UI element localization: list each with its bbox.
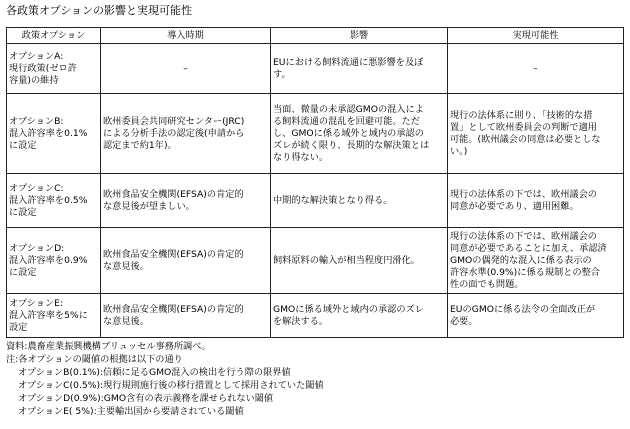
source-note: 資料:農畜産業振興機構ブリュッセル事務所調べ。: [6, 341, 211, 352]
column-header-impact: 影響: [271, 28, 448, 44]
footnotes: [6, 340, 324, 418]
timing-cell: [101, 228, 271, 294]
timing-text: 欧州食品安全機関(EFSA)の肯定的 な意見後。: [103, 248, 244, 272]
table-header-row: [7, 28, 624, 44]
feasibility-cell: [448, 228, 624, 294]
column-header-feasibility: 実現可能性: [448, 28, 624, 44]
feasibility-cell: [448, 44, 624, 94]
impact-text: 当面、微量の未承認GMOの混入によ る飼料流通の混乱を回避可能。ただ し、GMOに係る域外と域内の承認の ズレが続く限り、長期的な解決策とは なり得ない。: [273, 103, 430, 163]
impact-text: EUにおける飼料流通に悪影響を及ぼ す。: [273, 56, 424, 80]
impact-text: 飼料原料の輸入が相当程度円滑化。: [273, 254, 420, 266]
option-text: オプションB: 混入許容率を0.1% に設定: [9, 115, 88, 151]
policy-options-table: [6, 27, 624, 338]
option-cell: [7, 228, 101, 294]
timing-cell: [101, 174, 271, 228]
option-text: オプションA: 現行政策(ゼロ許 容量)の維持: [9, 50, 77, 86]
impact-cell: [271, 94, 448, 174]
option-cell: [7, 174, 101, 228]
feasibility-text: –: [533, 62, 538, 74]
impact-cell: [271, 174, 448, 228]
table-row: [7, 294, 624, 338]
table-row: [7, 174, 624, 228]
table-row: [7, 228, 624, 294]
impact-cell: [271, 228, 448, 294]
feasibility-cell: [448, 174, 624, 228]
timing-text: –: [183, 62, 188, 74]
note-header: 注:各オプションの閾値の根拠は以下の通り: [6, 354, 183, 365]
timing-cell: [101, 294, 271, 338]
table-row: [7, 94, 624, 174]
option-text: オプションD: 混入許容率を0.9% に設定: [9, 242, 88, 278]
timing-text: 欧州食品安全機関(EFSA)の肯定的 な意見後。: [103, 303, 244, 327]
note-item: オプションE( 5%):主要輸出国から要請されている閾値: [18, 406, 244, 417]
timing-text: 欧州食品安全機関(EFSA)の肯定的 な意見後が望ましい。: [103, 188, 244, 212]
impact-text: 中期的な解決策となり得る。: [273, 194, 393, 206]
option-text: オプションC: 混入許容率を0.5% に設定: [9, 182, 88, 218]
option-cell: [7, 94, 101, 174]
feasibility-text: 現行の法体系の下では、欧州議会の 同意が必要であることに加え、承認済 GMOの偶発的な混入に係る表示の 許容水準(0.9%)に係る規制との整合 性の面でも問題。: [450, 230, 607, 290]
feasibility-text: 現行の法体系に則り、「技術的な措 置」として欧州委員会の判断で適用 可能。(欧州議会の同意は必要としな い。): [450, 109, 601, 157]
note-item: オプションB(0.1%):信頼に足るGMO混入の検出を行う際の限界値: [18, 367, 291, 378]
note-item: オプションD(0.9%):GMO含有の表示義務を課せられない閾値: [18, 393, 274, 404]
feasibility-text: EUのGMOに係る法令の全面改正が 必要。: [450, 303, 596, 327]
timing-cell: [101, 94, 271, 174]
feasibility-cell: [448, 94, 624, 174]
page-title: 各政策オプションの影響と実現可能性: [6, 4, 193, 17]
option-cell: [7, 44, 101, 94]
column-header-option: 政策オプション: [7, 28, 101, 44]
option-text: オプションE: 混入許容率を5%に 設定: [9, 297, 88, 333]
option-cell: [7, 294, 101, 338]
column-header-timing: 導入時期: [101, 28, 271, 44]
impact-text: GMOに係る域外と域内の承認のズレ を解決する。: [273, 303, 424, 327]
impact-cell: [271, 44, 448, 94]
note-item: オプションC(0.5%):現行規則施行後の移行措置として採用されていた閾値: [18, 380, 324, 391]
timing-cell: [101, 44, 271, 94]
table-row: [7, 44, 624, 94]
feasibility-text: 現行の法体系の下では、欧州議会の 同意が必要であり、適用困難。: [450, 188, 597, 212]
feasibility-cell: [448, 294, 624, 338]
timing-text: 欧州委員会共同研究センター(JRC) による分析手法の認定後(申請から 認定まで約1年)。: [103, 115, 245, 151]
impact-cell: [271, 294, 448, 338]
